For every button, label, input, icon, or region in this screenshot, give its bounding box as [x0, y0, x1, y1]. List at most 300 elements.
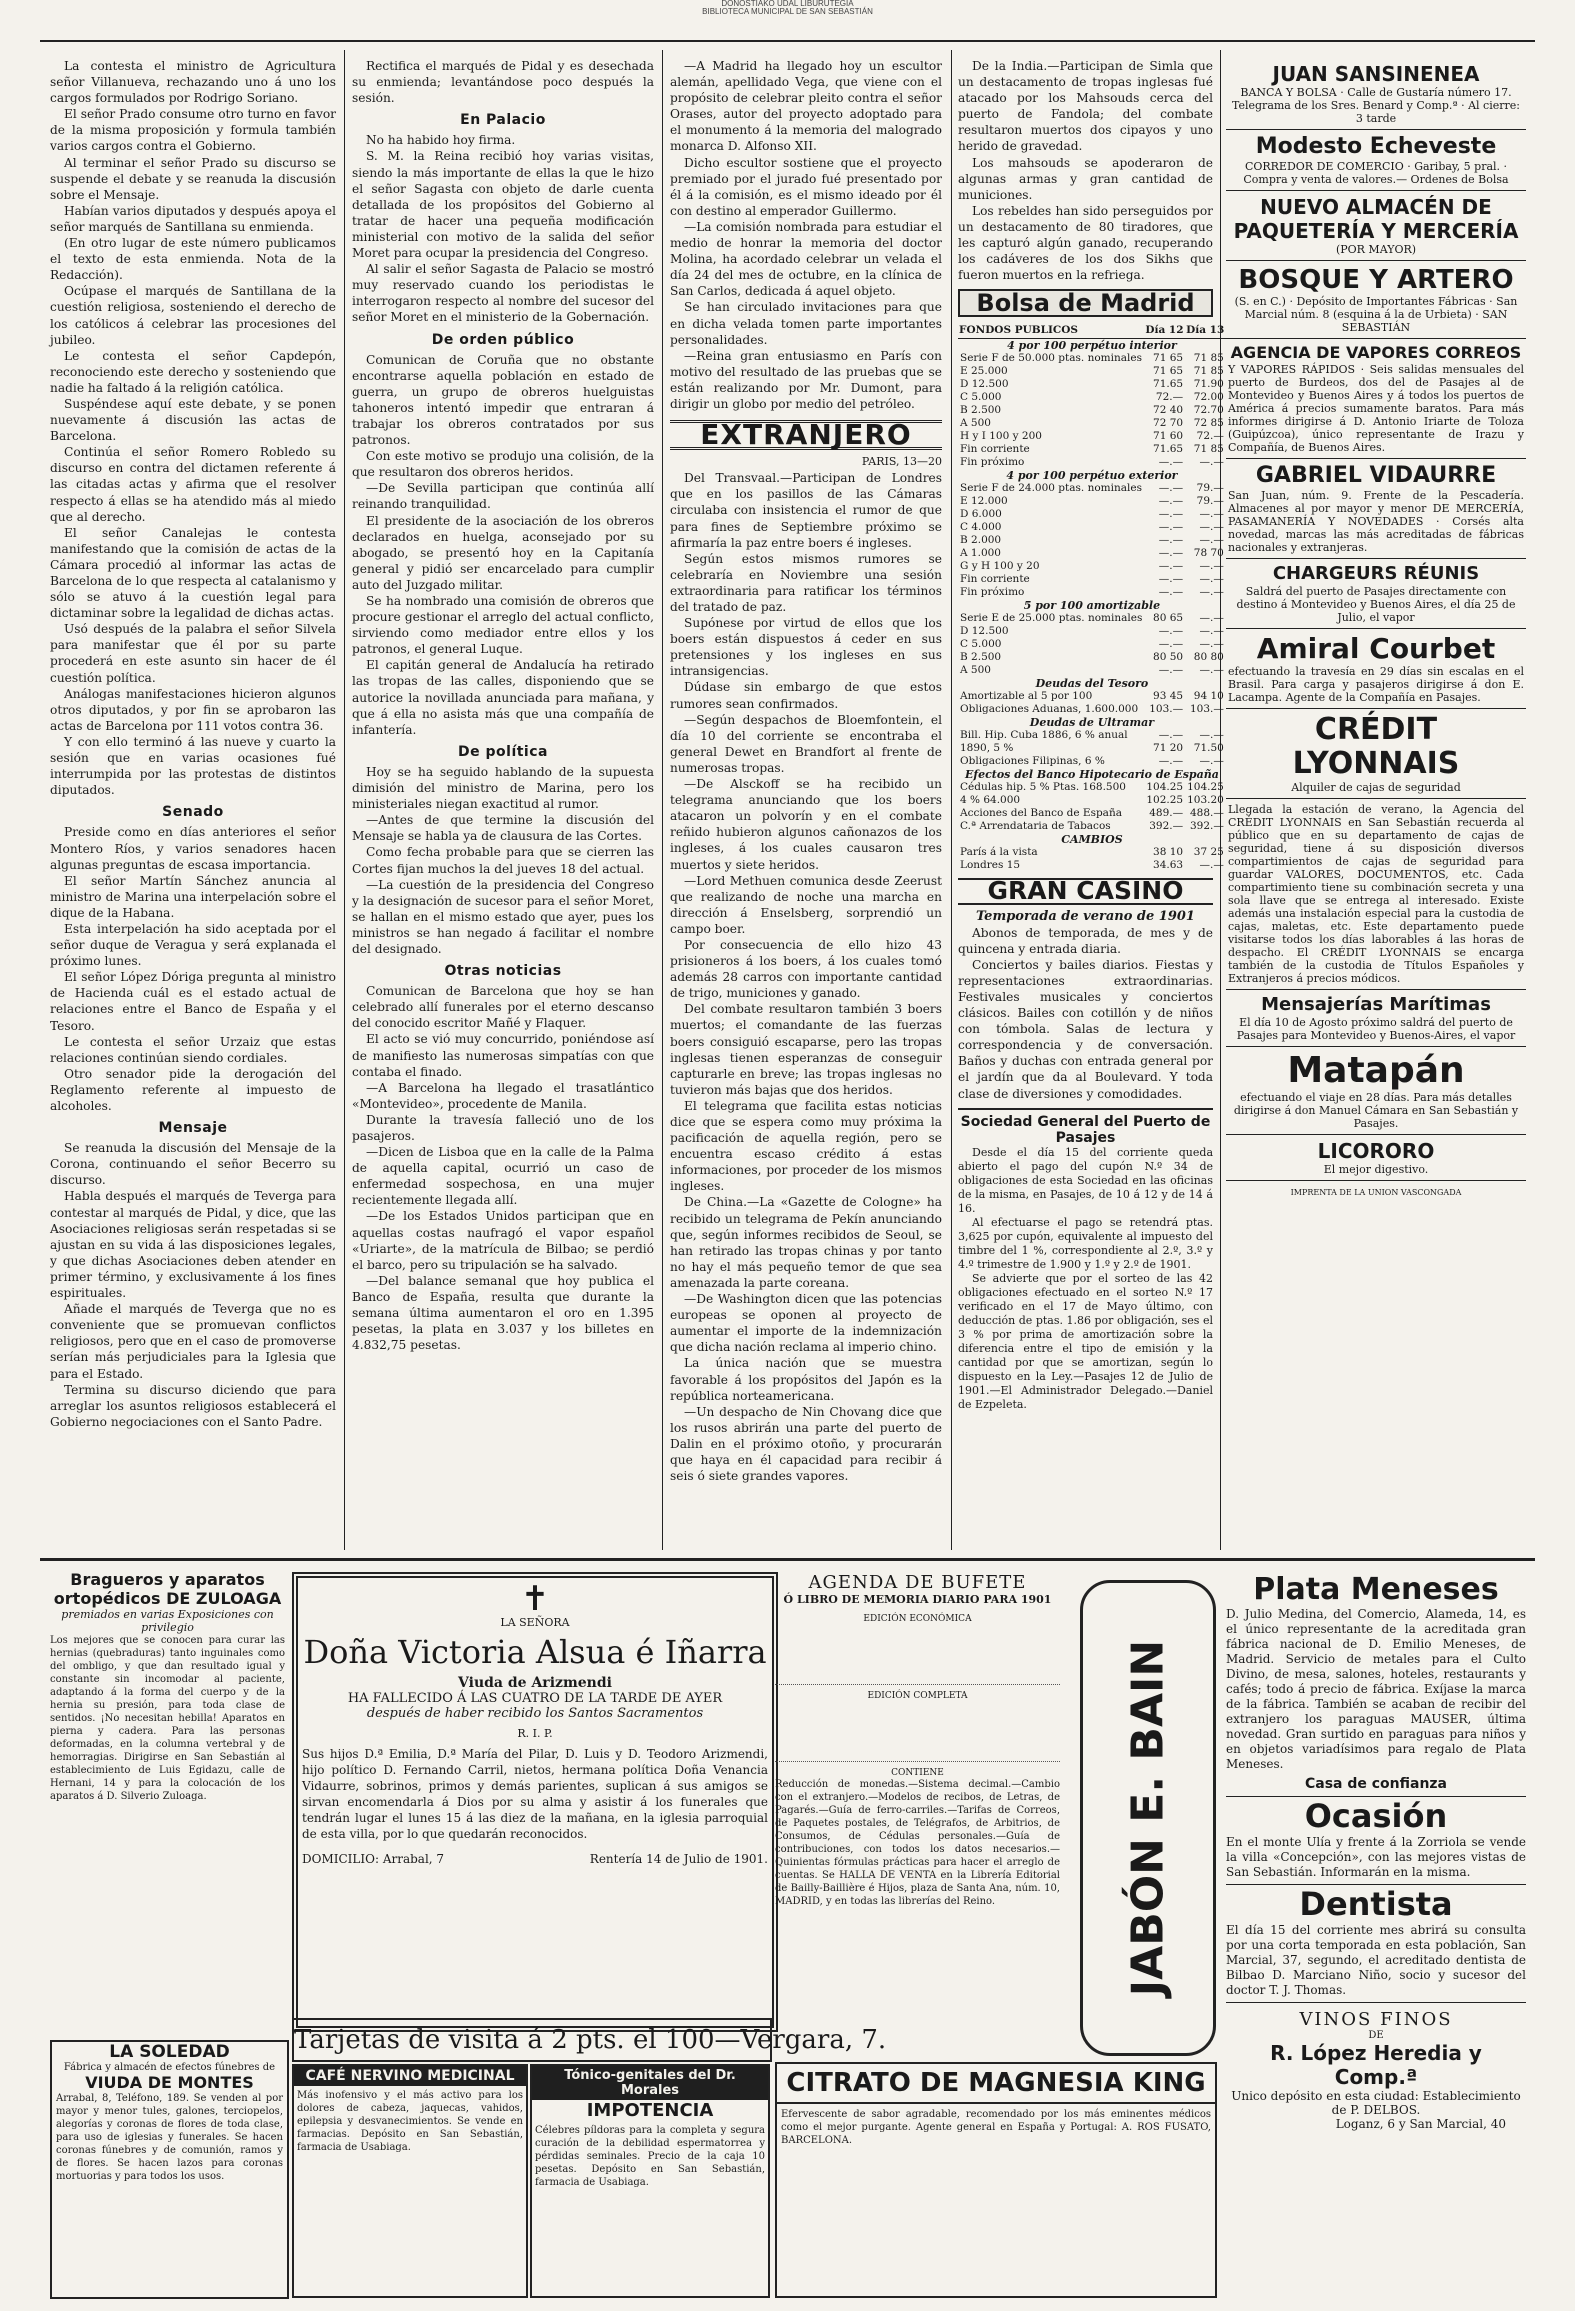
bolsa-row-value: —.—: [1158, 638, 1184, 651]
esquela-domicilio: DOMICILIO: Arrabal, 7: [302, 1852, 445, 1866]
ad-tarjetas: Tarjetas de visita á 2 pts. el 100—Vergara, 7.: [292, 2018, 772, 2062]
bottom-right-ads: [1226, 1572, 1526, 2302]
paragraph: Al salir el señor Sagasta de Palacio se mostró muy reservado cuando los periodistas le interrogaron respecto al nombre del sucesor del señor Moret en el ministerio de la Gobernación.: [352, 262, 654, 325]
col2-paras-c: [352, 352, 654, 738]
paragraph: —De los Estados Unidos participan que en aquellas costas naufragó el vapor español «Uriarte», de la matrícula de Bilbao; se perdió el barco, pero su tripulación se ha salvado.: [352, 1209, 654, 1272]
soledad-title: LA SOLEDAD: [109, 2042, 230, 2062]
ad-text: El mejor digestivo.: [1323, 1163, 1429, 1176]
column-3: [670, 58, 942, 1550]
bolsa-row-label: 4 % 64.000: [960, 794, 1021, 807]
bolsa-row-value: —.—: [1199, 573, 1224, 586]
ad-title: JUAN SANSINENEA: [1272, 62, 1480, 86]
paragraph: El señor Prado consume otro turno en favor de la misma proposición y formula también varios cargos contra el Gobierno.: [50, 107, 336, 154]
bolsa-row-label: C 4.000: [960, 521, 1002, 534]
column-rule: [344, 50, 345, 1550]
bolsa-section-title: 4 por 100 perpétuo interior: [1007, 339, 1177, 353]
ad-title: CRÉDIT LYONNAIS: [1292, 712, 1460, 781]
bolsa-row-value: 71 60: [1153, 430, 1184, 443]
plata-title: Plata Meneses: [1253, 1572, 1499, 1607]
paragraph: Análogas manifestaciones hicieron algunos otros diputados, y por fin se aprobaron las actas de Barcelona por 111 votos contra 36.: [50, 686, 336, 733]
classified-ad: [1226, 1135, 1526, 1181]
bolsa-table: [958, 323, 1226, 872]
col2-paras-d: [352, 764, 654, 957]
bolsa-row-value: 392.—: [1189, 820, 1224, 833]
paragraph: Habían varios diputados y después apoya el señor marqués de Santillana su enmienda.: [50, 203, 336, 234]
bolsa-row-label: E 12.000: [960, 495, 1008, 508]
paragraph: Se han circulado invitaciones para que en dicha velada tomen parte importantes personalidades.: [670, 300, 942, 347]
bolsa-row-value: 94 10: [1193, 690, 1224, 703]
paragraph: —A Madrid ha llegado hoy un escultor alemán, apellidado Vega, que viene con el propósito de celebrar pleito contra el señor Orases, autor del proyecto adoptado para el monumento á la memoria del malogrado monarca D. Alfonso XII.: [670, 59, 942, 154]
column-rule: [951, 50, 952, 1550]
bolsa-title: Bolsa de Madrid: [958, 289, 1213, 317]
col2-paras-b: [352, 132, 654, 325]
bolsa-row-label: Amortizable al 5 por 100: [960, 690, 1093, 703]
bolsa-row-value: —.—: [1158, 534, 1184, 547]
bolsa-row-value: —.—: [1199, 859, 1224, 872]
paragraph: Ocúpase el marqués de Santillana de la cuestión religiosa, sosteniendo el derecho de los católicos á celebrar las procesiones del jubileo.: [50, 284, 336, 347]
paragraph: Otro senador pide la derogación del Reglamento referente al impuesto de alcoholes.: [50, 1066, 336, 1113]
ad-title: CHARGEURS RÉUNIS: [1272, 563, 1480, 584]
cafe-title: CAFÉ NERVINO MEDICINAL: [294, 2066, 526, 2086]
casino-subtitle: Temporada de verano de 1901: [976, 908, 1195, 924]
paragraph: Los mahsouds se apoderaron de algunas armas y gran cantidad de municiones.: [958, 155, 1213, 202]
ocasion-title: Ocasión: [1304, 1797, 1448, 1835]
paragraph: —De Alsckoff se ha recibido un telegrama anunciando que los boers atacaron un polvorín y en el combate reñido hubieron algunos cañonazos de los ingleses, á los cuales causaron tres muertos y siete heridos.: [670, 777, 942, 872]
col2-paras-a: [352, 58, 654, 106]
bolsa-row-value: 71 65: [1153, 365, 1184, 378]
classified-ad: [1226, 191, 1526, 261]
bolsa-row-label: Acciones del Banco de España: [960, 807, 1122, 820]
paragraph: Rectifica el marqués de Pidal y es desechada su enmienda; levantándose poco después la sesión.: [352, 59, 654, 106]
bolsa-row: [958, 625, 1226, 638]
citrato-text: Efervescente de sabor agradable, recomendado por los más eminentes médicos como el mejor purgante. Agente general en España y Portugal: A. ROS FUSATO, BARCELONA.: [781, 2109, 1211, 2146]
plata-casa: Casa de confianza: [1304, 1776, 1448, 1792]
paragraph: Por consecuencia de ello hizo 43 prisioneros á los boers, á los cuales tomó además 28 carros con importante cantidad de trigo, municiones y ganado.: [670, 937, 942, 1001]
bolsa-row-value: 489.—: [1149, 807, 1184, 820]
bolsa-row-label: 1890, 5 %: [960, 742, 1014, 755]
agenda-title: AGENDA DE BUFETE: [808, 1572, 1027, 1593]
bolsa-row: [958, 378, 1226, 391]
agenda-ed-completa-list: [775, 1701, 1060, 1762]
bolsa-row: [958, 534, 1226, 547]
paragraph: Comunican de Barcelona que hoy se han celebrado allí funerales por el eterno descanso del conocido escritor Mañé y Flaquer.: [352, 984, 654, 1031]
column-5-ads: [1226, 58, 1526, 1550]
bolsa-row-label: C 5.000: [960, 638, 1002, 651]
bolsa-row: [958, 742, 1226, 755]
bolsa-row: [958, 859, 1226, 872]
esquela: [292, 1572, 778, 2032]
ad-title: Mensajerías Marítimas: [1261, 994, 1491, 1015]
heading-mensaje: Mensaje: [158, 1120, 228, 1137]
tonico-title: Tónico-genitales del Dr. Morales: [532, 2066, 768, 2100]
paragraph: (En otro lugar de este número publicamos el texto de esta enmienda. Nota de la Redacción).: [50, 236, 336, 283]
dentista-title: Dentista: [1299, 1885, 1453, 1923]
bolsa-row-value: 71 85: [1193, 352, 1224, 365]
col3-paras-a: [670, 58, 942, 412]
ad-text: efectuando la travesía en 29 días sin escalas en el Brasil. Para carga y pasajeros dirigirse á don E. Lacampa. Agente de la Compañía en Pasajes.: [1228, 665, 1524, 704]
soledad-name: VIUDA DE MONTES: [85, 2073, 254, 2092]
bolsa-row-value: —.—: [1158, 573, 1184, 586]
bolsa-row-value: 78 70: [1193, 547, 1224, 560]
paragraph: Le contesta el señor Urzaiz que estas relaciones continúan siendo cordiales.: [50, 1034, 336, 1065]
paragraph: Termina su discurso diciendo que para arreglar los asuntos religiosos establecerá el Gobierno negociaciones con el Santo Padre.: [50, 1382, 336, 1429]
column-4: [958, 58, 1225, 1550]
column-rule: [662, 50, 663, 1550]
bolsa-row: [958, 612, 1226, 625]
bolsa-row: [958, 651, 1226, 664]
esquela-text: Sus hijos D.ª Emilia, D.ª María del Pilar, D. Luis y D. Teodoro Arizmendi, hijo político D. Fernando Carril, nietos, hermana política Doña Venancia Vidaurre, sobrinos, primos y demás parientes, suplican á sus amigos se sirvan encomendarla á Dios por su alma y asistir á los funerales que tendrán lugar el lunes 15 á las diez de la mañana, en la iglesia parroquial de esta villa, por lo que quedarán reconocidos.: [302, 1747, 768, 1841]
dateline: PARIS, 13—20: [861, 455, 942, 469]
paragraph: Los rebeldes han sido perseguidos por un destacamento de 80 tiradores, que les capturó algún ganado, recuperando los cadáveres de los dos Sikhs que fueron muertos en la refriega.: [958, 203, 1213, 283]
bolsa-row-label: B 2.500: [960, 404, 1002, 417]
bolsa-row-value: —.—: [1199, 560, 1224, 573]
bolsa-row-value: 72.—: [1196, 430, 1224, 443]
agenda-text: Reducción de monedas.—Sistema decimal.—Cambio con el extranjero.—Modelos de recibos, de Letras, de Pagarés.—Guía de ferro-carriles.—Tarifas de Correos, de Paquetes postales, de Telégrafos, de Arbitrios, de Consumos, de Cédulas personales.—Guía de contribuciones, con todos los datos necesarios.—Quinientas fórmulas prácticas para hacer el arreglo de cuentas. Se HALLA DE VENTA en la Librería Editorial de Bailly-Baillière é Hijos, plaza de Santa Ana, núm. 10, MADRID, y en todas las librerías del Reino.: [775, 1779, 1060, 1907]
ad-title: AGENCIA DE VAPORES CORREOS: [1230, 343, 1522, 362]
bolsa-row-label: C.ª Arrendataria de Tabacos: [960, 820, 1111, 833]
vinos-title: VINOS FINOS: [1299, 2009, 1453, 2030]
paragraph: Dúdase sin embargo de que estos rumores sean confirmados.: [670, 680, 942, 711]
paragraph: Abonos de temporada, de mes y de quincena y entrada diaria.: [958, 925, 1213, 956]
paragraph: Del combate resultaron también 3 boers muertos; el comandante de las fuerzas boers consiguió escaparse, pero las tropas inglesas tienen esperanzas de conseguir capturarle en breve; las tropas inglesas no tuvieron más bajas que dos heridos.: [670, 1002, 942, 1097]
column-2: [352, 58, 654, 1550]
heading-otras-noticias: Otras noticias: [444, 963, 562, 980]
imprenta: IMPRENTA DE LA UNION VASCONGADA: [1290, 1188, 1462, 1197]
paragraph: —La comisión nombrada para estudiar el medio de honrar la memoria del doctor Molina, ha acordado celebrar un velada el día 24 del mes de octubre, en la clínica de San Carlos, dedicada á aquel objeto.: [670, 219, 942, 299]
bolsa-row-value: —.—: [1158, 664, 1184, 677]
agenda-ed-completa: EDICIÓN COMPLETA: [867, 1691, 968, 1701]
heading-senado: Senado: [162, 804, 224, 821]
cafe-text: Más inofensivo y el más activo para los dolores de cabeza, jaquecas, vahidos, epilepsia y desvanecimientos. Se vende en farmacias. Depósito en San Sebastián, farmacia de Usabiaga.: [297, 2090, 523, 2153]
citrato-title: CITRATO DE MAGNESIA KING: [777, 2064, 1215, 2104]
bolsa-row-value: 38 10: [1153, 846, 1184, 859]
bolsa-row-value: 71 85: [1193, 443, 1224, 456]
bottom-rule: [40, 1558, 1535, 1561]
paragraph: Le contesta el señor Capdepón, reconociendo este derecho y sosteniendo que nadie ha faltado á la religión católica.: [50, 348, 336, 395]
bolsa-row-value: 93 45: [1153, 690, 1184, 703]
bolsa-row-value: —.—: [1158, 547, 1184, 560]
ad-tonico: [530, 2064, 770, 2298]
bolsa-section-title: CAMBIOS: [1061, 833, 1123, 847]
bolsa-row: [958, 690, 1226, 703]
bolsa-row-value: 488.—: [1189, 807, 1224, 820]
vinos-name: R. López Heredia y Comp.ª: [1270, 2041, 1482, 2089]
jabon-text: JABÓN E. BAIN: [1122, 1639, 1174, 1997]
bolsa-row-value: 80 50: [1153, 651, 1184, 664]
bolsa-row-value: —.—: [1158, 508, 1184, 521]
puerto-paras: [958, 1146, 1213, 1412]
ad-text: efectuando el viaje en 28 días. Para más detalles dirigirse á don Manuel Cámara en San Sebastián y Pasajes.: [1233, 1091, 1519, 1130]
bolsa-row: [958, 638, 1226, 651]
paragraph: Al terminar el señor Prado su discurso se suspende el debate y se reanuda la discusión sobre el Mensaje.: [50, 155, 336, 202]
paragraph: Usó después de la palabra el señor Silvela para manifestar que él por su parte procederá en este asunto sin hacer de él cuestión política.: [50, 622, 336, 685]
bolsa-row-label: Obligaciones Filipinas, 6 %: [960, 755, 1105, 768]
bolsa-row-value: 79.—: [1196, 482, 1224, 495]
classified-ad: [1226, 130, 1526, 191]
paragraph: —Lord Methuen comunica desde Zeerust que realizando de noche una marcha en dirección á Enselsberg, sorprendió un campo boer.: [670, 873, 942, 936]
ad-title: GABRIEL VIDAURRE: [1255, 463, 1497, 488]
classified-ad: [1226, 459, 1526, 559]
paragraph: Continúa el señor Romero Robledo su discurso en contra del dictamen referente á las citadas actas y afirma que el resolver respecto á ellas se ha atendido más al miedo que al derecho.: [50, 445, 336, 524]
bolsa-row-value: 71.50: [1193, 742, 1224, 755]
esquela-la-senora: LA SEÑORA: [500, 1616, 570, 1629]
dentista-text: El día 15 del corriente mes abrirá su consulta por una corta temporada en esta población, San Marcial, 37, segundo, el acreditado dentista de Bilbao D. Marciano Niño, socio y sucesor del doctor T. J. Thomas.: [1226, 1923, 1526, 1997]
paragraph: —Del balance semanal que hoy publica el Banco de España, resulta que durante la semana última aumentaron el oro en 1.395 pesetas, la plata en 3.037 y los billetes en 4.832,75 pesetas.: [352, 1273, 654, 1353]
paragraph: Durante la travesía falleció uno de los pasajeros.: [352, 1112, 654, 1143]
bolsa-row-value: —.—: [1158, 625, 1184, 638]
bolsa-row-value: 79.—: [1196, 495, 1224, 508]
bolsa-row: [958, 703, 1226, 716]
paragraph: Conciertos y bailes diarios. Fiestas y representaciones extraordinarias. Festivales musicales y conciertos clásicos. Bailes con cotillón y de niños con tómbola. Salas de lectura y correspondencia y de conversación. Baños y duchas con entrada general por el jardín que da al Boulevard. Y toda clase de diversiones y comodidades.: [958, 957, 1213, 1101]
bolsa-head-dia13: Día 13: [1185, 323, 1226, 339]
classified-ad: [1226, 559, 1526, 629]
ad-text: BANCA Y BOLSA · Calle de Gustaría número 17. Telegrama de los Sres. Benard y Comp.ª · Al cierre: 3 tarde: [1232, 86, 1520, 125]
paragraph: Se reanuda la discusión del Mensaje de la Corona, continuando el señor Becerro su discurso.: [50, 1141, 336, 1188]
bolsa-row-label: Fin próximo: [960, 456, 1025, 469]
paragraph: Se advierte que por el sorteo de las 42 obligaciones efectuado en el sorteo N.º 17 verificado en el 17 de Mayo último, con deducción de ptas. 1.86 por obligación, ses el 3 % por prima de amortización sobre la diferencia entre el tipo de emisión y la cantidad por que se amortizan, según lo dispuesto en la Ley.—Pasajes 12 de Julio de 1901.—El Administrador Delegado.—Daniel de Ezpeleta.: [958, 1271, 1213, 1411]
paragraph: Preside como en días anteriores el señor Montero Ríos, y varios senadores hacen algunas preguntas de escasa importancia.: [50, 825, 336, 872]
bolsa-row-value: —.—: [1199, 508, 1224, 521]
bolsa-row: [958, 456, 1226, 469]
paragraph: —Dicen de Lisboa que en la calle de la Palma de aquella capital, ocurrió un caso de enfermedad sospechosa, en una mujer recientemente llegada allí.: [352, 1145, 654, 1208]
paragraph: Supónese por virtud de ellos que los boers están dispuestos á ceder en sus pretensiones y los ingleses en sus intransigencias.: [670, 616, 942, 679]
bolsa-row-value: 103.—: [1149, 703, 1184, 716]
paragraph: Habla después el marqués de Teverga para contestar al marqués de Pidal, y dice, que las Asociaciones religiosas serán respetadas si se ajustan en su vida á las disposiciones legales, y que dichas Asociaciones deben atender en primer término, y exclusivamente á los fines espirituales.: [50, 1189, 336, 1301]
bolsa-row-label: B 2.500: [960, 651, 1002, 664]
esquela-fallecido: HA FALLECIDO Á LAS CUATRO DE LA TARDE DE AYER: [347, 1691, 723, 1706]
bolsa-row-value: 71.90: [1193, 378, 1224, 391]
ads-list: [1226, 58, 1526, 1181]
paragraph: Se ha nombrado una comisión de obreros que procure gestionar el arreglo del actual conflicto, sirviendo como mediador entre ellos y los patronos, el general Luque.: [352, 594, 654, 657]
paragraph: Desde el día 15 del corriente queda abierto el pago del cupón N.º 34 de obligaciones de esta Sociedad en las oficinas de la misma, en Pasajes, de 10 á 12 y de 14 á 16.: [958, 1145, 1213, 1215]
bolsa-row-value: —.—: [1199, 534, 1224, 547]
bolsa-row: [958, 482, 1226, 495]
heading-extranjero: EXTRANJERO: [670, 420, 942, 450]
ad-text: Y VAPORES RÁPIDOS · Seis salidas mensuales del puerto de Burdeos, dos del de Pasajes al de Montevideo y Buenos Aires y á todos los puertos de América á precios sumamente baratos. Para más informes dirigirse á D. Antonio Iriarte de Toloza (Guipúzcoa), único representante de Irazu y Compañía, de Buenos Aires.: [1228, 363, 1524, 454]
col1-paras-a: [50, 58, 336, 798]
bolsa-row-value: 104.25: [1187, 781, 1224, 794]
bolsa-row-value: —.—: [1199, 521, 1224, 534]
bolsa-row-value: 72 70: [1153, 417, 1184, 430]
paragraph: Hoy se ha seguido hablando de la supuesta dimisión del ministro de Marina, pero los ministeriales niegan exactitud al rumor.: [352, 764, 654, 812]
bolsa-row: [958, 443, 1226, 456]
classified-ad: [1226, 629, 1526, 709]
paragraph: El señor López Dóriga pregunta al ministro de Hacienda cuál es el estado actual de relaciones entre el Banco de España y el Tesoro.: [50, 970, 336, 1033]
bolsa-row-label: C 5.000: [960, 391, 1002, 404]
paragraph: El telegrama que facilita estas noticias dice que se espera como muy próxima la pacificación de aquella región, pero se encuentra escaso crédito á estas informaciones, por proceder de los mismos ingleses.: [670, 1098, 942, 1194]
esquela-sacramentos: después de haber recibido los Santos Sacramentos: [366, 1706, 704, 1721]
paragraph: —Antes de que termine la discusión del Mensaje se habla ya de clausura de las Cortes.: [352, 813, 654, 844]
bolsa-row-value: —.—: [1158, 729, 1184, 742]
bolsa-head-dia12: Día 12: [1144, 323, 1185, 339]
paragraph: El señor Canalejas le contesta manifestando que la comisión de actas de la Cámara procedió al informar las actas de Barcelona de lo que respecta al catalanismo y sólo se atuvo á la cuestión legal para dictaminar sobre la legalidad de dichas actas.: [50, 525, 336, 621]
bolsa-row-value: 72 40: [1153, 404, 1184, 417]
bolsa-row-value: 103.20: [1187, 794, 1224, 807]
ad-text: (POR MAYOR): [1335, 243, 1417, 256]
ad-title: Modesto Echeveste: [1255, 134, 1497, 159]
bolsa-row-label: G y H 100 y 20: [960, 560, 1040, 573]
bolsa-row-value: —.—: [1158, 586, 1184, 599]
bragueros-subtitle: premiados en varias Exposiciones con privilegio: [61, 1608, 274, 1634]
soledad-subtitle: Fábrica y almacén de efectos fúnebres de: [63, 2062, 276, 2073]
ad-bragueros: [50, 1570, 285, 2035]
bolsa-row: [958, 352, 1226, 365]
bolsa-row-label: París á la vista: [960, 846, 1038, 859]
paragraph: —A Barcelona ha llegado el trasatlántico «Montevideo», procedente de Manila.: [352, 1080, 654, 1111]
bolsa-row-label: Fin corriente: [960, 443, 1030, 456]
bolsa-row-value: 37 25: [1193, 846, 1224, 859]
ad-jabon-bain: [1080, 1580, 1216, 2056]
bolsa-row: [958, 586, 1226, 599]
bolsa-row-value: 104.25: [1146, 781, 1184, 794]
paragraph: —La cuestión de la presidencia del Congreso y la designación de sucesor para el señor Moret, se hallan en el mismo estado que ayer, pues los ministros se han negado á facilitar el nombre del designado.: [352, 877, 654, 956]
bolsa-row-label: A 500: [960, 664, 991, 677]
top-rule: [40, 40, 1535, 42]
soledad-text: Arrabal, 8, Teléfono, 189. Se venden al por mayor y menor tules, galones, terciopelos, alegorías y coronas de flores de toda clase, para uso de iglesias y funerales. Se hacen coronas fúnebres y de comunión, ramos y de flores. Se hacen lazos para coronas mortuorias y para todos los usos.: [56, 2093, 283, 2182]
bolsa-row-value: 80 80: [1193, 651, 1224, 664]
esquela-viuda: Viuda de Arizmendi: [458, 1675, 612, 1691]
esquela-rip: R. I. P.: [517, 1727, 553, 1740]
paragraph: Según estos mismos rumores se celebraría en Noviembre una sesión extraordinaria para ratificar los términos del tratado de paz.: [670, 551, 942, 614]
bolsa-row: [958, 794, 1226, 807]
casino-title: GRAN CASINO: [958, 878, 1213, 904]
bolsa-row: [958, 391, 1226, 404]
bolsa-row-value: —.—: [1199, 638, 1224, 651]
bolsa-row-value: 80 65: [1153, 612, 1184, 625]
ad-title: LICORORO: [1317, 1139, 1435, 1163]
bolsa-row-value: —.—: [1158, 755, 1184, 768]
plata-text: D. Julio Medina, del Comercio, Alameda, 14, es el único representante de la acreditada gran fábrica nacional de D. Emilio Meneses, de Madrid. Servicio de metales para el Culto Divino, de mesa, salones, hoteles, restaurants y cafés; todo á precio de fábrica. Exíjase la marca de la fábrica. También se acaban de recibir del extranjero los paraguas MAUSER, última novedad. Gran surtido en paraguas para niños y en objetos variadísimos para regalo de Plata Meneses.: [1226, 1607, 1526, 1771]
bolsa-row-label: Obligaciones Aduanas, 1.600.000: [960, 703, 1139, 716]
bolsa-row-label: Londres 15: [960, 859, 1021, 872]
bolsa-row-label: Serie F de 24.000 ptas. nominales: [960, 482, 1142, 495]
cross-icon: ✝: [520, 1579, 550, 1619]
ad-title: BOSQUE Y ARTERO: [1238, 265, 1514, 295]
bolsa-row-value: 72.70: [1193, 404, 1224, 417]
col3-paras-b: [670, 470, 942, 1484]
bolsa-row-value: 71.65: [1153, 378, 1184, 391]
bolsa-row-label: B 2.000: [960, 534, 1002, 547]
bragueros-title: Bragueros y aparatos ortopédicos DE ZULOAGA: [53, 1570, 282, 1608]
bolsa-row-value: 71 20: [1153, 742, 1184, 755]
bolsa-row-value: —.—: [1158, 521, 1184, 534]
paragraph: Suspéndese aquí este debate, y se ponen nuevamente á discusión las actas de Barcelona.: [50, 396, 336, 444]
bolsa-row-value: 71.65: [1153, 443, 1184, 456]
paragraph: —De Washington dicen que las potencias europeas se oponen al proyecto de aumentar el importe de la indemnización que dicha nación reclama al imperio chino.: [670, 1292, 942, 1355]
bolsa-section-title: 4 por 100 perpétuo exterior: [1006, 469, 1178, 483]
bolsa-row-value: —.—: [1199, 729, 1224, 742]
col1-paras-c: [50, 1140, 336, 1430]
paragraph: Como fecha probable para que se cierren las Cortes fijan muchos la del jueves 18 del actual.: [352, 845, 654, 876]
esquela-date: Rentería 14 de Julio de 1901.: [589, 1852, 768, 1866]
classified-ad: [1226, 709, 1526, 799]
agenda-ed-economica: EDICIÓN ECONÓMICA: [863, 1614, 972, 1624]
bolsa-row-value: —.—: [1158, 456, 1184, 469]
agenda-subtitle: Ó LIBRO DE MEMORIA DIARIO PARA 1901: [783, 1593, 1052, 1606]
paragraph: S. M. la Reina recibió hoy varias visitas, siendo la más importante de ellas la que le hizo el señor Sagasta con objeto de darle cuenta detallada de los propósitos del Gobierno al tratar de hacer una pequeña modificación ministerial con motivo de la salida del señor Moret para ocupar la presidencia del Congreso.: [352, 149, 654, 261]
ad-text: Alquiler de cajas de seguridad: [1291, 781, 1461, 794]
heading-politica: De política: [458, 743, 548, 760]
bolsa-row: [958, 664, 1226, 677]
classified-ad: [1226, 1047, 1526, 1135]
bolsa-row-label: Fin próximo: [960, 586, 1025, 599]
bragueros-text: Los mejores que se conocen para curar las hernias (quebraduras) tanto inguinales como del ombligo, y que dan resultado igual y constante sin incomodar al paciente, adaptando á la forma del cuerpo y de la hernia su presión, para toda clase de sentidos. ¡No necesitan hebilla! Aparatos en pierna y cadera. Para las personas deformadas, en la columna vertebral y de hemorragias. Dirigirse en San Sebastián al establecimiento de Luis Egidazu, calle de Hernani, 14 y para la colocación de los aparatos á D. Silverio Zuloaga.: [50, 1635, 285, 1802]
bolsa-row: [958, 573, 1226, 586]
vinos-text: Unico depósito en esta ciudad: Establecimiento de P. DELBOS.: [1231, 2089, 1521, 2117]
bolsa-head-fondos: FONDOS PUBLICOS: [958, 323, 1144, 339]
bolsa-row-value: —.—: [1158, 560, 1184, 573]
paragraph: Comunican de Coruña que no obstante encontrarse aquella población en estado de guerra, un grupo de obreros huelguistas tahoneros intentó impedir que entraran á trabajar los obreros contratados por sus patronos.: [352, 352, 654, 448]
bolsa-row: [958, 365, 1226, 378]
paragraph: —Según despachos de Bloemfontein, el día 10 del corriente se encontraba el general Dewet en Brandfort al frente de numerosas tropas.: [670, 712, 942, 775]
bolsa-row-value: —.—: [1158, 482, 1184, 495]
bolsa-row-value: —.—: [1199, 755, 1224, 768]
bolsa-row-value: —.—: [1158, 495, 1184, 508]
classified-ad: [1226, 58, 1526, 130]
ad-agenda: [775, 1572, 1060, 2052]
bolsa-row-value: —.—: [1199, 612, 1224, 625]
heading-orden-publico: De orden público: [431, 331, 575, 348]
agenda-contiene: CONTIENE: [891, 1768, 944, 1778]
bolsa-row-value: 72.00: [1193, 391, 1224, 404]
col4-paras-a: [958, 58, 1213, 283]
bolsa-row-label: E 25.000: [960, 365, 1008, 378]
ad-soledad: [50, 2040, 289, 2299]
bolsa-row: [958, 430, 1226, 443]
ad-title: Matapán: [1287, 1050, 1465, 1091]
vinos-de: DE: [1368, 2030, 1384, 2041]
bolsa-row-value: 102.25: [1146, 794, 1184, 807]
bolsa-row-value: —.—: [1199, 586, 1224, 599]
paragraph: La única nación que se muestra favorable á los propósitos del Japón es la república norteamericana.: [670, 1356, 942, 1403]
paragraph: Añade el marqués de Teverga que no es conveniente que se promuevan conflictos religiosos, pero que en el caso de promoverse serían más perjudiciales para la Iglesia que para el Estado.: [50, 1302, 336, 1381]
ad-text: Llegada la estación de verano, la Agencia del CRÉDIT LYONNAIS en San Sebastián recuerda al público que en su departamento de cajas de seguridad, tiene á su disposición diversos compartimientos de cajas de seguridad para guardar VALORES, DOCUMENTOS, etc. Cada compartimiento tiene su combinación secreta y una sola llave que se entrega al interesado. Existe además una instalación especial para la custodia de cajas, maletas, etc. Este departamento puede visitarse todos los días laborables á las horas de despacho. El CRÉDIT LYONNAIS se encarga también de la custodia de Títulos Españoles y Extranjeros á precios módicos.: [1228, 803, 1524, 985]
ad-text: El día 10 de Agosto próximo saldrá del puerto de Pasajes para Montevideo y Buenos-Aires, el vapor: [1236, 1016, 1516, 1042]
bolsa-row-label: D 6.000: [960, 508, 1002, 521]
paragraph: El señor Martín Sánchez anuncia al ministro de Marina una interpelación sobre el dique de la Habana.: [50, 873, 336, 920]
ad-text: San Juan, núm. 9. Frente de la Pescadería. Almacenes al por mayor y menor DE MERCERÍA, PASAMANERÍA Y NOVEDADES · Corsés alta novedad, marcas las más acreditadas de fábricas nacionales y extranjeras.: [1228, 489, 1524, 554]
paragraph: Y con ello terminó á las nueve y cuarto la sesión que en varias ocasiones fué interrumpida por las protestas de distintos diputados.: [50, 734, 336, 798]
ad-text: Saldrá del puerto de Pasajes directamente con destino á Montevideo y Buenos Aires, el día 25 de Julio, el vapor: [1236, 585, 1516, 624]
bolsa-row: [958, 820, 1226, 833]
ad-citrato-king: [775, 2062, 1217, 2298]
bolsa-row: [958, 521, 1226, 534]
bolsa-row-value: 392.—: [1149, 820, 1184, 833]
paragraph: Del Transvaal.—Participan de Londres que en los pasillos de las Cámaras circulaba con insistencia el rumor de que para fines de Septiembre próximo se afirmaría la paz entre boers é ingleses.: [670, 471, 942, 550]
bolsa-section-title: Deudas del Tesoro: [1035, 677, 1149, 691]
ad-title: NUEVO ALMACÉN DE PAQUETERÍA Y MERCERÍA: [1233, 195, 1519, 243]
bolsa-row-value: 71 85: [1193, 365, 1224, 378]
header-line1: DONOSTIAKO UDAL LIBURUTEGIA: [721, 0, 854, 8]
col1-paras-b: [50, 824, 336, 1114]
bolsa-section-title: Deudas de Ultramar: [1029, 716, 1155, 730]
bolsa-row-label: D 12.500: [960, 378, 1009, 391]
bolsa-row-label: Serie E de 25.000 ptas. nominales: [960, 612, 1143, 625]
classified-ad: [1226, 261, 1526, 339]
bolsa-row: [958, 547, 1226, 560]
esquela-name: Doña Victoria Alsua é Iñarra: [303, 1633, 767, 1671]
bolsa-row: [958, 729, 1226, 742]
paragraph: Esta interpelación ha sido aceptada por el señor duque de Veragua y será explanada el próximo lunes.: [50, 921, 336, 969]
bolsa-row-value: —.—: [1199, 625, 1224, 638]
paragraph: —Un despacho de Nin Chovang dice que los rusos abrirán una parte del puerto de Dalin en el próximo otoño, y procurarán que haya en él capacidad para recibir á seis ó siete grandes vapores.: [670, 1404, 942, 1484]
bolsa-row-label: A 500: [960, 417, 991, 430]
bolsa-row-label: Bill. Hip. Cuba 1886, 6 % anual: [960, 729, 1128, 742]
paragraph: Al efectuarse el pago se retendrá ptas. 3,625 por cupón, equivalente al impuesto del timbre del 1 %, correspondiente al 2.º, 3.º y 4.º trimestre de 1.900 y 1.º y 2.º de 1901.: [958, 1215, 1213, 1271]
ad-cafe: [292, 2064, 528, 2298]
paragraph: No ha habido hoy firma.: [366, 133, 516, 148]
paragraph: El capitán general de Andalucía ha retirado las tropas de las calles, disponiendo que se autorice la novillada anunciada para mañana, y que á ella no asista más que una compañía de infantería.: [352, 658, 654, 737]
